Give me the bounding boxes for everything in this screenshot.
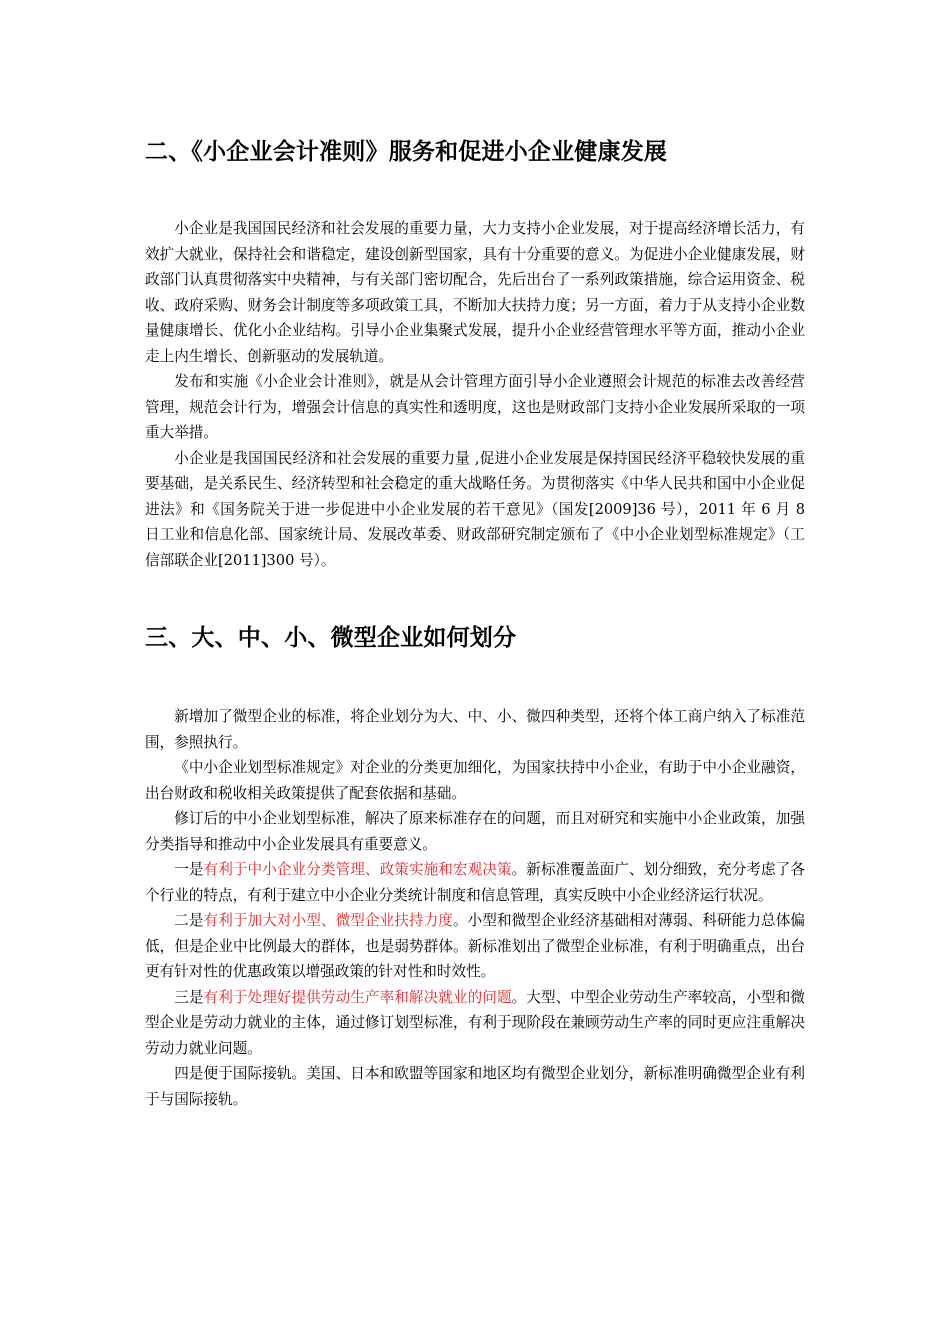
point-1-prefix: 一是 (174, 861, 204, 878)
point-1-paragraph (145, 857, 805, 908)
point-3-text: 。大型、中型企业劳动生产率较高，小型和微型企业是劳动力就业的主体，通过修订划型标准，有利于现阶段在兼顾劳动生产率的同时更应注重解决劳动力就业问题。 (145, 988, 805, 1057)
point-4-paragraph: 四是便于国际接轨。美国、日本和欧盟等国家和地区均有微型企业划分，新标准明确微型企业有利于与国际接轨。 (145, 1065, 805, 1108)
section-2-paragraph-3: 小企业是我国国民经济和社会发展的重要力量 ,促进小企业发展是保持国民经济平稳较快发展的重要基础，是关系民生、经济转型和社会稳定的重大战略任务。为贯彻落实《中华人民共和国中小企业促进法》和《国务院关于进一步促进中小企业发展的若干意见》（国发[2009]36 号），2011 年 6 月 8 日工业和信息化部、国家统计局、发展改革委、财政部研究制定颁布了《中小企业划型标准规定》（工信部联企业[2011]300 号）。 (145, 449, 805, 569)
point-3-highlight: 有利于处理好提供劳动生产率和解决就业的问题 (203, 988, 512, 1006)
section-3-heading: 三、大、中、小、微型企业如何划分 (145, 625, 517, 651)
point-1-highlight: 有利于中小企业分类管理、政策实施和宏观决策 (203, 861, 512, 878)
point-2-text: 。小型和微型企业经济基础相对薄弱、科研能力总体偏低，但是企业中比例最大的群体，也是弱势群体。新标准划出了微型企业标准，有利于明确重点，出台更有针对性的优惠政策以增强政策的针对性和时效性。 (145, 912, 805, 980)
point-2-prefix: 二是 (174, 912, 204, 929)
section-3-paragraph-3: 修订后的中小企业划型标准，解决了原来标准存在的问题，而且对研究和实施中小企业政策，加强分类指导和推动中小企业发展具有重要意义。 (145, 810, 805, 853)
section-3-paragraph-2: 《中小企业划型标准规定》对企业的分类更加细化，为国家扶持中小企业，有助于中小企业融资，出台财政和税收相关政策提供了配套依据和基础。 (145, 759, 805, 802)
section-2-paragraph-1: 小企业是我国国民经济和社会发展的重要力量，大力支持小企业发展，对于提高经济增长活力，有效扩大就业，保持社会和谐稳定，建设创新型国家，具有十分重要的意义。为促进小企业健康发展，财政部门认真贯彻落实中央精神，与有关部门密切配合，先后出台了一系列政策措施，综合运用资金、税收、政府采购、财务会计制度等多项政策工具，不断加大扶持力度；另一方面，着力于从支持小企业数量健康增长、优化小企业结构。引导小企业集聚式发展，提升小企业经营管理水平等方面，推动小企业走上内生增长、创新驱动的发展轨道。 (145, 220, 805, 365)
point-2-highlight: 有利于加大对小型、微型企业扶持力度 (203, 912, 453, 929)
point-1-text: 。新标准覆盖面广、划分细致，充分考虑了各个行业的特点，有利于建立中小企业分类统计制度和信息管理，真实反映中小企业经济运行状况。 (145, 861, 805, 904)
section-2-heading: 二、《小企业会计准则》服务和促进小企业健康发展 (145, 139, 668, 165)
point-2-paragraph (145, 908, 805, 985)
section-2-body (145, 216, 805, 573)
section-3-body (145, 704, 805, 1112)
point-3-paragraph (145, 985, 805, 1062)
section-3-paragraph-1: 新增加了微型企业的标准，将企业划分为大、中、小、微四种类型，还将个体工商户纳入了标准范围，参照执行。 (145, 708, 805, 751)
point-3-prefix: 三是 (174, 988, 204, 1006)
section-2-paragraph-2: 发布和实施《小企业会计准则》，就是从会计管理方面引导小企业遵照会计规范的标准去改善经营管理，规范会计行为，增强会计信息的真实性和透明度，这也是财政部门支持小企业发展所采取的一项重大举措。 (145, 373, 805, 441)
